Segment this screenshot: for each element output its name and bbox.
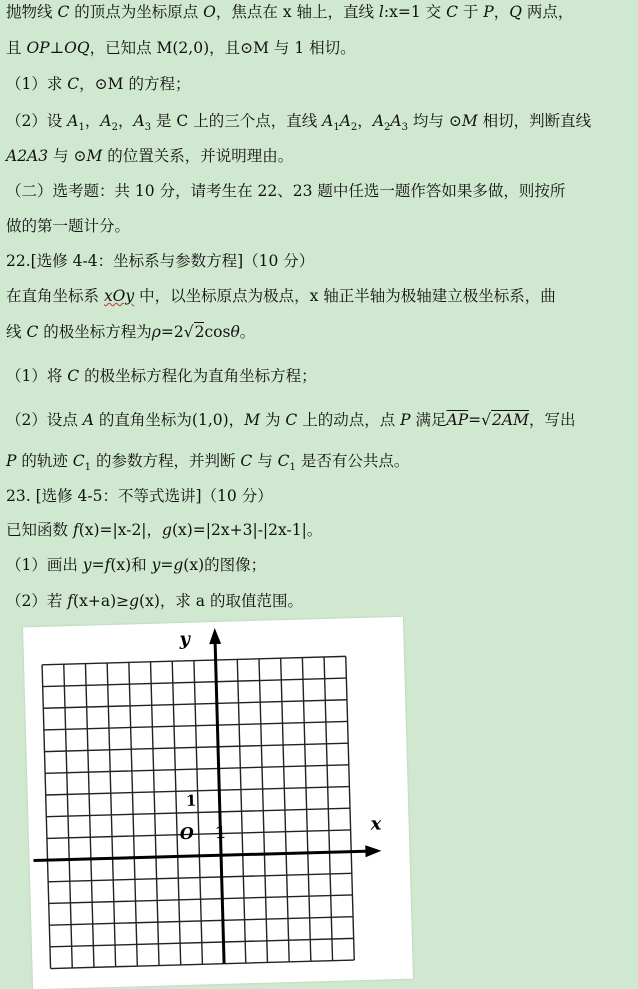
text-line-8 <box>6 251 632 271</box>
text-segment: f <box>104 556 111 574</box>
text-line-17 <box>6 591 632 611</box>
text-line-10 <box>6 322 632 342</box>
text-segment: O <box>203 3 216 21</box>
text-segment: 与 <box>48 147 74 165</box>
text-segment: 相切，判断直线 <box>477 112 592 130</box>
text-segment: 2 <box>111 122 118 134</box>
text-segment: g <box>173 556 184 574</box>
text-segment: （2）若 <box>6 592 68 610</box>
coordinate-grid-figure <box>23 617 413 989</box>
text-segment: = <box>91 556 105 574</box>
text-segment: 的位置关系，并说明理由。 <box>102 147 294 165</box>
text-line-5 <box>6 146 632 166</box>
text-segment: 做的第一题计分。 <box>6 217 131 235</box>
text-segment: ρ <box>151 323 161 341</box>
text-segment: 的顶点为坐标原点 <box>69 3 204 21</box>
text-segment: 均与 <box>407 112 449 130</box>
text-segment: 2AM <box>492 411 529 429</box>
text-segment: 3 <box>144 122 152 134</box>
text-segment: Q <box>509 3 522 21</box>
text-line-15 <box>6 520 632 540</box>
text-segment: ，焦点在 x 轴上，直线 <box>215 3 379 21</box>
text-segment: C <box>26 323 39 341</box>
text-segment: g <box>129 592 140 610</box>
text-segment: A <box>390 112 402 130</box>
text-segment: 的极坐标方程为 <box>38 323 152 341</box>
text-segment: （1）将 <box>6 367 68 385</box>
text-segment: ，⊙M 的方程； <box>79 75 191 93</box>
text-line-16 <box>6 555 632 575</box>
text-segment: 22.[选修 4-4：坐标系与参数方程]（10 分） <box>6 252 315 270</box>
y-axis <box>215 634 224 964</box>
text-line-4 <box>6 111 632 138</box>
text-segment: 3 <box>401 122 408 134</box>
text-segment: A <box>133 112 145 130</box>
text-segment: C <box>285 411 298 429</box>
text-segment: （2）设点 <box>6 411 83 429</box>
y-unit-label: 1 <box>185 791 197 810</box>
text-segment: ，写出 <box>528 411 576 429</box>
text-segment: 于 <box>457 3 484 21</box>
text-segment: A <box>67 112 79 130</box>
text-line-6 <box>6 181 632 201</box>
y-axis-arrow <box>209 628 221 644</box>
grid-lines <box>42 656 354 968</box>
text-segment: 是否有公共点。 <box>295 452 410 470</box>
text-segment: （1）画出 <box>6 556 83 574</box>
text-segment: f <box>67 592 74 610</box>
text-segment: A <box>100 112 112 130</box>
text-segment: 2 <box>350 122 358 134</box>
text-segment: y <box>151 556 161 574</box>
text-segment: P <box>6 452 17 470</box>
text-segment: A <box>322 112 334 130</box>
text-segment: y <box>82 556 92 574</box>
text-segment: ， <box>357 112 373 130</box>
text-segment: 中，以坐标原点为极点，x 轴正半轴为极轴建立极坐标系，曲 <box>134 287 556 305</box>
text-line-11 <box>6 366 632 386</box>
origin-label: O <box>179 823 195 844</box>
text-segment: 。 <box>239 323 256 341</box>
text-segment: =√ <box>468 411 492 429</box>
text-segment: A <box>372 112 385 130</box>
text-line-2 <box>6 38 632 58</box>
y-axis-label: y <box>179 628 191 651</box>
text-segment: g <box>162 521 172 539</box>
text-line-9 <box>6 286 632 306</box>
text-segment: 在直角坐标系 <box>6 287 104 305</box>
text-segment: 满足 <box>410 411 447 429</box>
text-segment: C <box>277 452 290 470</box>
text-segment: （2）设 <box>6 112 68 130</box>
text-segment: C <box>446 3 458 21</box>
text-segment: ⊥ <box>49 39 65 57</box>
text-segment: 已知函数 <box>6 521 73 539</box>
text-segment: C <box>240 452 253 470</box>
text-segment: M <box>244 411 261 429</box>
text-segment: cos <box>204 323 231 341</box>
text-segment: C <box>57 3 70 21</box>
text-segment: 为 <box>260 411 286 429</box>
text-segment: P <box>483 3 494 21</box>
text-line-7 <box>6 216 632 236</box>
text-segment: (x)，求 a 的取值范围。 <box>139 592 303 610</box>
text-line-12 <box>6 410 632 430</box>
text-segment: 且 <box>6 39 27 57</box>
text-segment: ，已知点 M(2,0)，且⊙M 与 1 相切。 <box>89 39 356 57</box>
text-segment: OQ <box>64 39 90 57</box>
text-segment: 2 <box>194 323 205 341</box>
text-segment: 抛物线 <box>6 3 58 21</box>
text-segment: 与 <box>252 452 278 470</box>
text-segment: 1 <box>84 462 92 474</box>
text-segment: 2 <box>384 122 391 134</box>
text-segment: OP <box>26 39 50 57</box>
text-line-1 <box>6 2 632 22</box>
text-segment: ⊙M <box>73 147 103 165</box>
coordinate-grid <box>23 617 413 989</box>
text-segment: (x)和 <box>110 556 152 574</box>
text-segment: ， <box>84 112 101 130</box>
text-segment: 的参数方程，并判断 <box>91 452 241 470</box>
text-segment: 线 <box>6 323 27 341</box>
text-segment: (x+a)≥ <box>73 592 130 610</box>
text-segment: =2√ <box>160 323 194 341</box>
text-segment: 的轨迹 <box>16 452 73 470</box>
text-segment: (x)=|2x+3|-|2x-1|。 <box>171 521 323 539</box>
text-line-3 <box>6 74 632 94</box>
text-segment: l <box>378 3 384 21</box>
text-segment: ， <box>117 112 134 130</box>
text-segment: （二）选考题：共 10 分，请考生在 22、23 题中任选一题作答如果多做，则按所 <box>6 182 566 200</box>
text-segment: 的极坐标方程化为直角坐标方程； <box>79 367 317 385</box>
text-segment: (x)的图像； <box>183 556 267 574</box>
text-segment: (x)=|x-2|， <box>78 521 163 539</box>
text-segment: C <box>72 452 85 470</box>
text-segment: ⊙M <box>448 112 478 130</box>
x-axis-arrow <box>365 845 381 857</box>
text-segment: A2A3 <box>6 147 49 165</box>
text-line-13 <box>6 451 632 478</box>
x-unit-label: 1 <box>214 822 227 843</box>
text-segment: 1 <box>333 122 340 134</box>
text-segment: $\overline{AP}$ <box>446 411 469 429</box>
text-segment: C <box>67 367 80 385</box>
text-segment: 两点， <box>521 3 574 21</box>
x-axis <box>34 851 375 861</box>
text-segment: f <box>72 521 79 539</box>
text-segment: 上的动点，点 <box>297 411 401 429</box>
text-segment: :x=1 交 <box>383 3 447 21</box>
text-segment: P <box>400 411 411 429</box>
text-segment: （1）求 <box>6 75 68 93</box>
text-segment: A <box>82 411 94 429</box>
text-segment: 是 C 上的三个点，直线 <box>151 112 323 130</box>
text-segment: 1 <box>289 462 296 474</box>
text-segment: θ <box>230 323 240 341</box>
text-segment: ， <box>493 3 510 21</box>
text-line-14 <box>6 486 632 506</box>
text-segment: 的直角坐标为(1,0)， <box>94 411 245 429</box>
text-segment: 1 <box>78 122 85 134</box>
text-segment: A <box>339 112 351 130</box>
x-axis-label: x <box>370 813 382 835</box>
text-segment: 23. [选修 4-5：不等式选讲]（10 分） <box>6 487 273 505</box>
text-segment: = <box>160 556 174 574</box>
text-segment: xOy <box>103 287 135 305</box>
text-segment: C <box>67 75 80 93</box>
